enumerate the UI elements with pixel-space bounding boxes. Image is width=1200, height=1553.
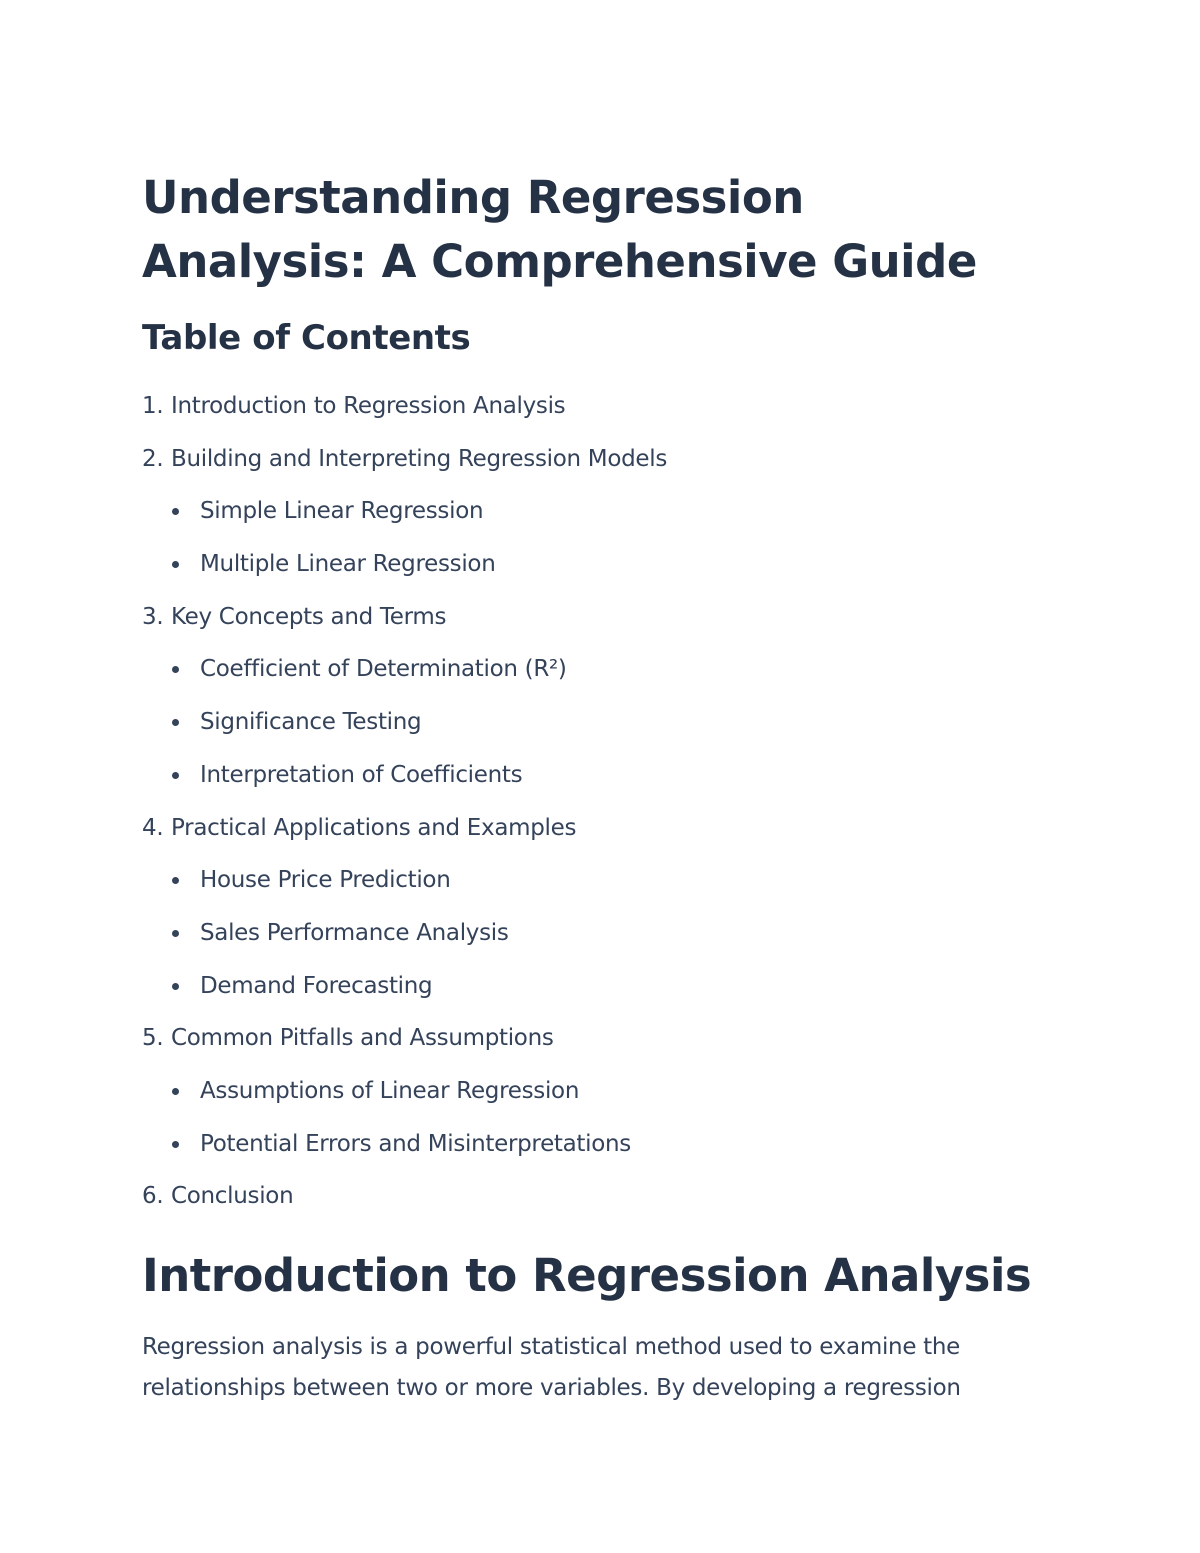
toc-subitem (142, 966, 1042, 1019)
toc-subitem (142, 913, 1042, 966)
toc-item (142, 1176, 1042, 1229)
toc-item-number: 3. (142, 603, 164, 630)
toc-item (142, 386, 1042, 439)
toc-subitem (142, 649, 1042, 702)
toc-subitem (142, 491, 1042, 544)
bullet-icon (172, 983, 179, 990)
toc-item-label: Coefficient of Determination (R²) (200, 656, 567, 683)
toc-item-label: Potential Errors and Misinterpretations (200, 1130, 631, 1157)
section-paragraph: Regression analysis is a powerful statistical method used to examine the relationships between two or more variables. By developing a regression (142, 1334, 961, 1401)
toc-item-label: Building and Interpreting Regression Models (171, 445, 668, 472)
toc-item-number: 6. (142, 1183, 164, 1210)
bullet-icon (172, 877, 179, 884)
toc-item-label: Significance Testing (200, 709, 422, 736)
bullet-icon (172, 561, 179, 568)
toc-item-label: Assumptions of Linear Regression (200, 1077, 580, 1104)
document-title: Understanding Regression Analysis: A Comprehensive Guide (142, 171, 977, 288)
toc-subitem (142, 1071, 1042, 1124)
toc-item (142, 439, 1042, 492)
toc-item-number: 2. (142, 445, 164, 472)
section-heading: Introduction to Regression Analysis (142, 1249, 1032, 1302)
bullet-icon (172, 719, 179, 726)
toc-item-label: House Price Prediction (200, 867, 451, 894)
toc-item-number: 1. (142, 393, 164, 419)
bullet-icon (172, 666, 179, 673)
toc-subitem (142, 702, 1042, 755)
bullet-icon (172, 508, 179, 515)
toc-item-label: Multiple Linear Regression (200, 551, 496, 578)
toc-heading: Table of Contents (142, 318, 471, 358)
toc-item-number: 5. (142, 1025, 164, 1052)
toc-subitem (142, 1124, 1042, 1177)
bullet-icon (172, 930, 179, 937)
toc-item-label: Sales Performance Analysis (200, 919, 509, 946)
toc-item-label: Introduction to Regression Analysis (171, 393, 566, 419)
bullet-icon (172, 1141, 179, 1148)
toc-item (142, 1018, 1042, 1071)
toc-item-label: Demand Forecasting (200, 972, 433, 999)
toc-subitem (142, 755, 1042, 808)
toc-item-label: Common Pitfalls and Assumptions (171, 1025, 554, 1052)
toc-item-label: Simple Linear Regression (200, 498, 484, 525)
bullet-icon (172, 1088, 179, 1095)
toc-item-label: Practical Applications and Examples (171, 814, 577, 841)
toc-item-label: Interpretation of Coefficients (200, 761, 523, 788)
toc-subitem (142, 860, 1042, 913)
toc-item-label: Key Concepts and Terms (171, 603, 447, 630)
toc-item (142, 597, 1042, 650)
table-of-contents (142, 386, 1042, 1229)
toc-item-label: Conclusion (171, 1183, 294, 1210)
bullet-icon (172, 772, 179, 779)
toc-item-number: 4. (142, 814, 164, 841)
toc-item (142, 808, 1042, 861)
toc-subitem (142, 544, 1042, 597)
